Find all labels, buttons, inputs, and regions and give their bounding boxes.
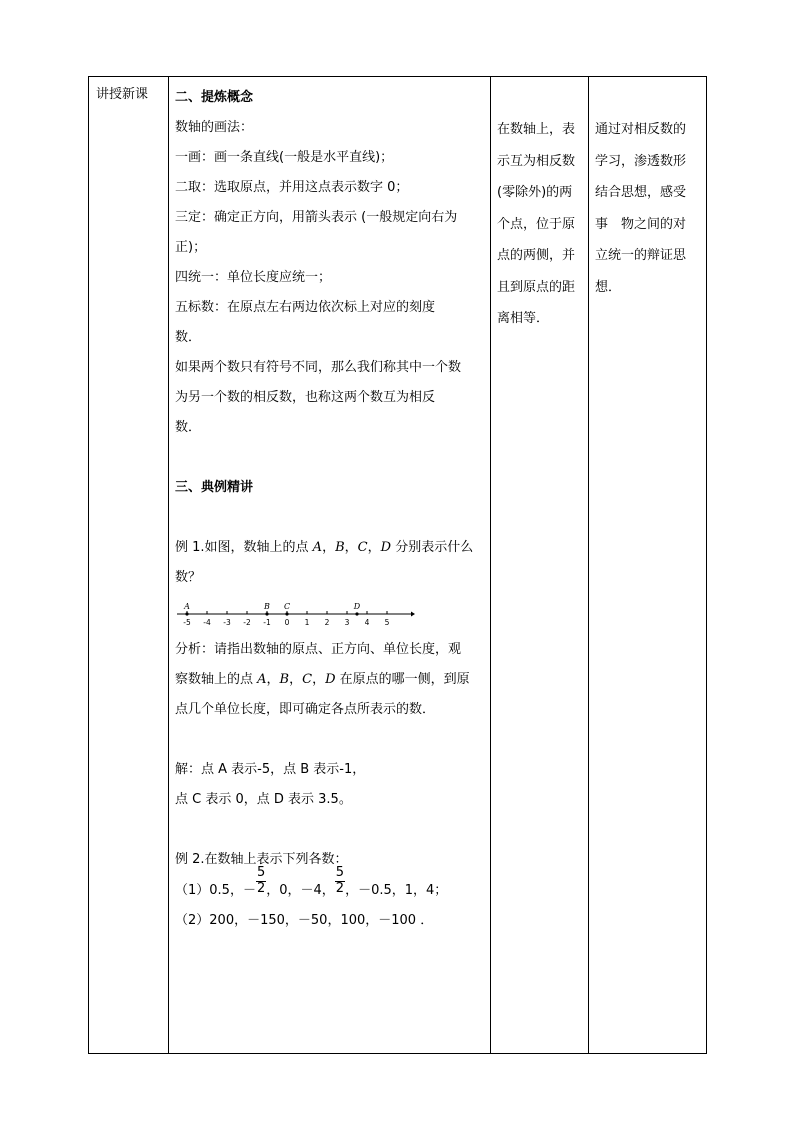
example1-line2: 数？ [175,570,202,585]
point-label: D [353,602,361,611]
analysis-line3: 点几个单位长度，即可确定各点所表示的数． [175,702,436,717]
point-label: B [264,602,270,611]
concept-line: 一画：画一条直线(一般是水平直线)； [175,150,394,165]
content-cell [169,77,491,936]
tick-label: 2 [324,618,330,627]
concept-line: 正)； [175,240,207,255]
point-marker [355,612,358,615]
example2-item1: （1）0.5，－ $\frac{5}{2}$ ，0，－4， $\frac{5}{2}$ ，－0.5，1，4； [175,865,448,898]
point-label: C [283,602,291,611]
concept-line: 二取：选取原点，并用这点表示数字 0； [175,180,409,195]
point-marker [265,612,268,615]
tick-label: 5 [384,618,390,627]
number-line-figure [175,597,415,629]
tick-label: 4 [364,618,370,627]
concept-line: 数轴的画法： [175,120,254,135]
note-line: 在数轴上，表 [497,122,576,137]
concept-line: 为另一个数的相反数，也称这两个数互为相反 [175,390,436,405]
analysis-line1: 分析：请指出数轴的原点、正方向、单位长度，观 [175,642,462,657]
arrow-icon [411,612,415,617]
note-line: 通过对相反数的 [595,122,687,137]
note-line: 且到原点的距 [497,279,576,295]
stage-label: 讲授新课 [96,87,149,102]
section3-heading: 三、典例精讲 [175,480,254,495]
note-line: 个点，位于原 [497,216,576,232]
analysis-line2: 察数轴上的点 A，B，C，D 在原点的哪一侧，到原 [175,672,470,687]
tick-label: -1 [263,618,271,627]
note-line: 立统一的辩证思 [595,248,687,263]
note-line: 示互为相反数 [497,153,576,169]
example2-item2: （2）200，－150，－50，100，－100 ． [175,913,434,928]
concept-line: 数． [175,330,202,345]
tick-label: -3 [223,618,231,627]
solution-line1: 解：点 A 表示-5，点 B 表示-1， [175,762,366,777]
concept-line: 如果两个数只有符号不同，那么我们称其中一个数 [175,360,462,375]
note-line: 想． [595,279,622,295]
concept-line: 五标数：在原点左右两边依次标上对应的刻度 [175,300,436,315]
section2-heading: 二、提炼概念 [175,90,254,105]
tick-label: 1 [304,618,310,627]
example2-title: 例 2.在数轴上表示下列各数： [175,852,348,867]
concept-line: 三定：确定正方向，用箭头表示 (一般规定向右为 [175,210,458,225]
note-line: 离相等． [497,311,550,326]
tick-label: 0 [284,618,290,627]
fraction: $\frac{5}{2}$ [335,865,345,896]
example1-line1: 例 1.如图，数轴上的点 A，B，C，D 分别表示什么 [175,540,474,555]
fraction: $\frac{5}{2}$ [256,865,266,896]
concept-line: 四统一：单位长度应统一； [175,270,332,285]
concept-line: 数． [175,420,202,435]
solution-line2: 点 C 表示 0，点 D 表示 3.5。 [175,792,352,807]
point-label: A [184,602,190,611]
stage-cell [89,77,169,105]
tick-label: -4 [203,618,211,627]
design-intent-cell [589,77,707,303]
note-line: 结合思想，感受 [595,185,687,200]
note-line: (零除外)的两 [497,185,573,200]
note-line: 点的两侧，并 [497,248,576,263]
point-marker [185,612,188,615]
note-line: 事 物之间的对 [595,216,687,232]
tick-label: 3 [344,618,350,627]
point-marker [285,612,288,615]
tick-label: -5 [183,618,191,627]
student-activity-cell [491,77,589,335]
lesson-table [88,76,707,1054]
tick-label: -2 [243,618,251,627]
note-line: 学习，渗透数形 [595,153,687,169]
